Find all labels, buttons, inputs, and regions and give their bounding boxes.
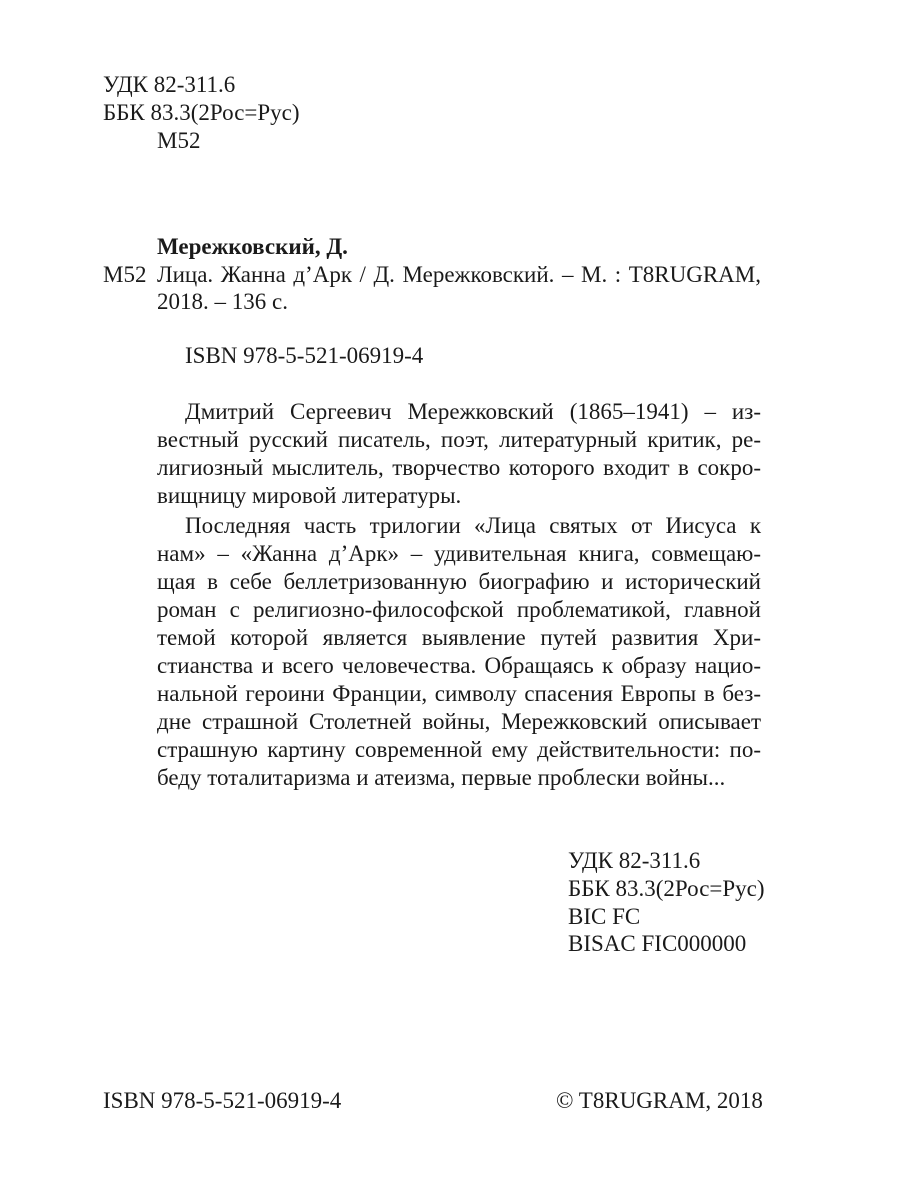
- annotation-line: страшную картину современной ему действительности: по-: [157, 737, 761, 762]
- annotation-line: нам» – «Жанна д’Арк» – удивительная книга, совмещаю-: [157, 541, 761, 566]
- bibliographic-line-2: 2018. – 136 с.: [157, 289, 288, 314]
- footer-isbn: ISBN 978-5-521-06919-4: [103, 1088, 342, 1113]
- author-sign: М52: [103, 262, 147, 287]
- bibliographic-line-1: Лица. Жанна д’Арк / Д. Мережковский. – М. : T8RUGRAM,: [157, 262, 761, 287]
- top-author-code: М52: [157, 128, 201, 153]
- author-heading: Мережковский, Д.: [157, 234, 348, 259]
- annotation-line: Дмитрий Сергеевич Мережковский (1865–1941) – из-: [185, 399, 761, 424]
- classification-bic: BIC FC: [568, 904, 641, 929]
- footer-copyright: © T8RUGRAM, 2018: [556, 1088, 763, 1113]
- classification-udk: УДК 82-311.6: [568, 848, 701, 873]
- annotation-line: стианства и всего человечества. Обращаясь к образу нацио-: [157, 653, 761, 678]
- annotation-line: щая в себе беллетризованную биографию и исторический: [157, 569, 761, 594]
- annotation-line: нальной героини Франции, символу спасения Европы в без-: [157, 681, 761, 706]
- classification-bbk: ББК 83.3(2Рос=Рус): [568, 876, 765, 901]
- top-bbk-code: ББК 83.3(2Рос=Рус): [103, 100, 300, 125]
- annotation-paragraph-2: [157, 512, 761, 792]
- annotation-line: лигиозный мыслитель, творчество которого входит в сокро-: [157, 455, 761, 480]
- annotation-line: роман с религиозно-философской проблематикой, главной: [157, 597, 761, 622]
- annotation-line: Последняя часть трилогии «Лица святых от Иисуса к: [185, 513, 761, 538]
- classification-bisac: BISAC FIC000000: [568, 931, 747, 956]
- annotation-line: вестный русский писатель, поэт, литературный критик, ре-: [157, 427, 761, 452]
- annotation-line: темой которой является выявление путей развития Хри-: [157, 625, 761, 650]
- annotation-line: беду тоталитаризма и атеизма, первые проблески войны...: [157, 765, 726, 790]
- annotation-paragraph-1: [157, 398, 761, 510]
- annotation-line: дне страшной Столетней войны, Мережковский описывает: [157, 709, 761, 734]
- annotation-line: вищницу мировой литературы.: [157, 483, 462, 508]
- isbn-record: ISBN 978-5-521-06919-4: [185, 343, 424, 368]
- top-udk-code: УДК 82-311.6: [103, 72, 236, 97]
